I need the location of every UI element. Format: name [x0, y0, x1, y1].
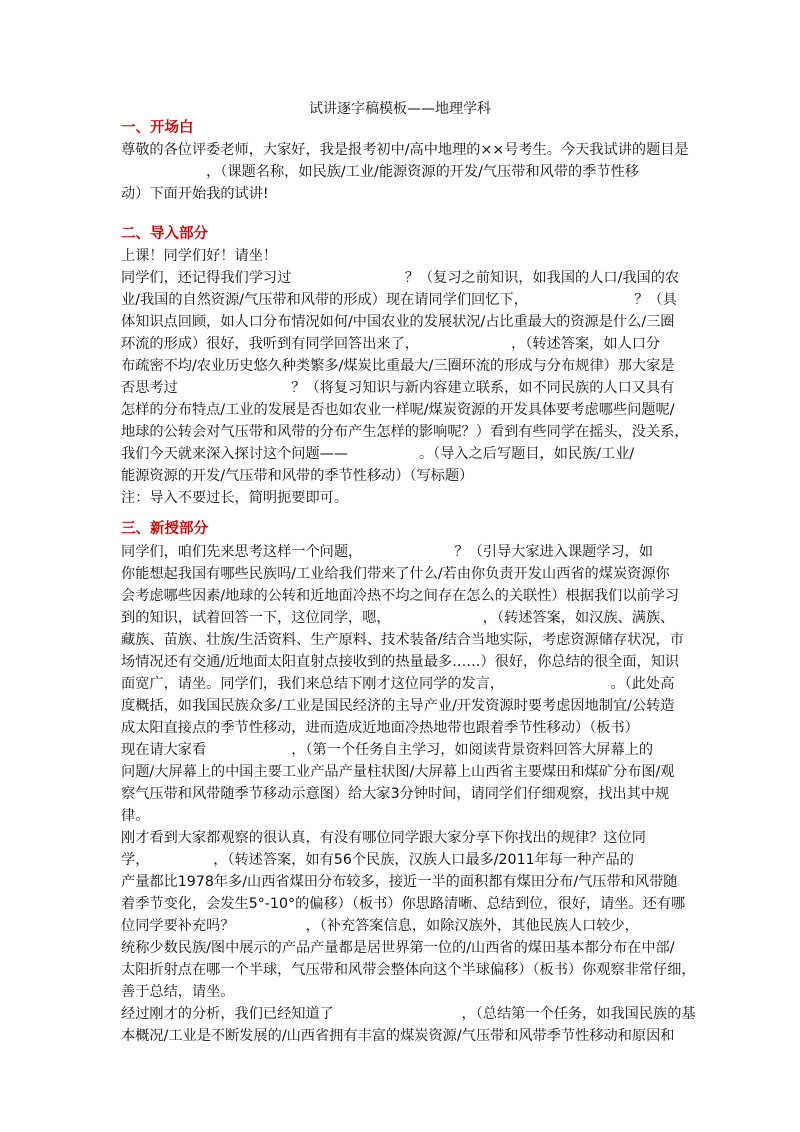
- body-line: 同学们，咱们先来思考这样一个问题， ？（引导大家进入课题学习，如: [121, 544, 654, 560]
- body-line: 尊敬的各位评委老师，大家好，我是报考初中/高中地理的××号考生。今天我试讲的题目是: [121, 142, 689, 158]
- section-heading-new-lesson: 三、新授部分: [121, 521, 208, 537]
- body-line: 度概括，如我国民族众多/工业是国民经济的主导产业/开发资源时要考虑因地制宜/公转造: [121, 698, 675, 714]
- body-line: 律。: [121, 808, 150, 824]
- body-line: 统称少数民族/图中展示的产品产量都是居世界第一位的/山西省的煤田基本都分布在中部/: [121, 940, 675, 956]
- body-line: 同学们，还记得我们学习过 ？（复习之前知识，如我国的人口/我国的农: [121, 270, 680, 286]
- body-line: 能源资源的开发/气压带和风带的季节性移动）（写标题）: [121, 468, 474, 484]
- body-line: 到的知识，试着回答一下，这位同学，嗯， ，（转述答案，如汉族、满族、: [121, 610, 675, 626]
- body-line: 上课！同学们好！请坐！: [121, 248, 278, 264]
- body-line: 着季节变化，会发生5°-10°的偏移）（板书）你思路清晰、总结到位，很好，请坐。还有哪: [121, 896, 686, 912]
- body-line: 场情况还有交通/近地面太阳直射点接收到的热量最多……）很好，你总结的很全面，知识: [121, 654, 680, 670]
- body-line: 本概况/工业是不断发展的/山西省拥有丰富的煤炭资源/气压带和风带季节性移动和原因和: [121, 1028, 675, 1044]
- body-line: 环流的形成）很好，我听到有同学回答出来了， ，（转述答案，如人口分: [121, 336, 661, 352]
- section-heading-introduction: 二、导入部分: [121, 226, 208, 242]
- body-line: 刚才看到大家都观察的很认真，有没有哪位同学跟大家分享下你找出的规律？这位同: [121, 830, 646, 846]
- body-line: 问题/大屏幕上的中国主要工业产品产量柱状图/大屏幕上山西省主要煤田和煤矿分布图/观: [121, 764, 675, 780]
- document-title: 试讲逐字稿模板——地理学科: [309, 101, 491, 117]
- body-line: 动）下面开始我的试讲!: [121, 186, 269, 202]
- body-line: 注：导入不要过长，简明扼要即可。: [121, 490, 349, 506]
- body-line: 你能想起我国有哪些民族吗/工业给我们带来了什么/若由你负责开发山西省的煤炭资源你: [121, 566, 670, 582]
- body-line: 业/我国的自然资源/气压带和风带的形成）现在请同学们回忆下， ？（具: [121, 292, 677, 308]
- body-line: 成太阳直接点的季节性移动，进而造成近地面冷热地带也跟着季节性移动）（板书）: [121, 720, 639, 736]
- body-line: ，（课题名称，如民族/工业/能源资源的开发/气压带和风带的季节性移: [121, 164, 639, 180]
- body-line: 否思考过 ？（将复习知识与新内容建立联系，如不同民族的人口又具有: [121, 380, 675, 396]
- body-line: 藏族、苗族、壮族/生活资料、生产原料、技术装备/结合当地实际，考虑资源储存状况，市: [121, 632, 684, 648]
- body-line: 善于总结，请坐。: [121, 984, 235, 1000]
- body-line: 布疏密不均/农业历史悠久种类繁多/煤炭比重最大/三圈环流的形成与分布规律）那大家是: [121, 358, 675, 374]
- body-line: 学， ，（转述答案，如有56个民族，汉族人口最多/2011年每一种产品的: [121, 852, 634, 868]
- body-line: 体知识点回顾，如人口分布情况如何/中国农业的发展状况/占比重最大的资源是什么/三圈: [121, 314, 675, 330]
- body-line: 产量都比1978年多/山西省煤田分布较多，接近一半的面积都有煤田分布/气压带和风带随: [121, 874, 678, 890]
- body-line: 面宽广，请坐。同学们，我们来总结下刚才这位同学的发言， 。（此处高: [121, 676, 675, 692]
- body-line: 怎样的分布特点/工业的发展是否也如农业一样呢/煤炭资源的开发具体要考虑哪些问题呢/: [121, 402, 675, 418]
- body-line: 我们今天就来深入探讨这个问题—— 。（导入之后写题目，如民族/工业/: [121, 446, 635, 462]
- body-line: 位同学要补充吗？ ，（补充答案信息，如除汉族外，其他民族人口较少，: [121, 918, 639, 934]
- section-heading-opening: 一、开场白: [121, 120, 194, 136]
- body-line: 察气压带和风带随季节移动示意图）给大家3分钟时间，请同学们仔细观察，找出其中规: [121, 786, 670, 802]
- body-line: 会考虑哪些因素/地球的公转和近地面冷热不均之间存在怎么的关联性）根据我们以前学习: [121, 588, 680, 604]
- body-line: 太阳折射点在哪一个半球，气压带和风带会整体向这个半球偏移）（板书）你观察非常仔细，: [121, 962, 696, 978]
- body-line: 现在请大家看 ，（第一个任务自主学习，如阅读背景资料回答大屏幕上的: [121, 742, 654, 758]
- body-line: 地球的公转会对气压带和风带的分布产生怎样的影响呢？）看到有些同学在摇头，没关系，: [121, 424, 689, 440]
- body-line: 经过刚才的分析，我们已经知道了 ，（总结第一个任务，如我国民族的基: [121, 1006, 696, 1022]
